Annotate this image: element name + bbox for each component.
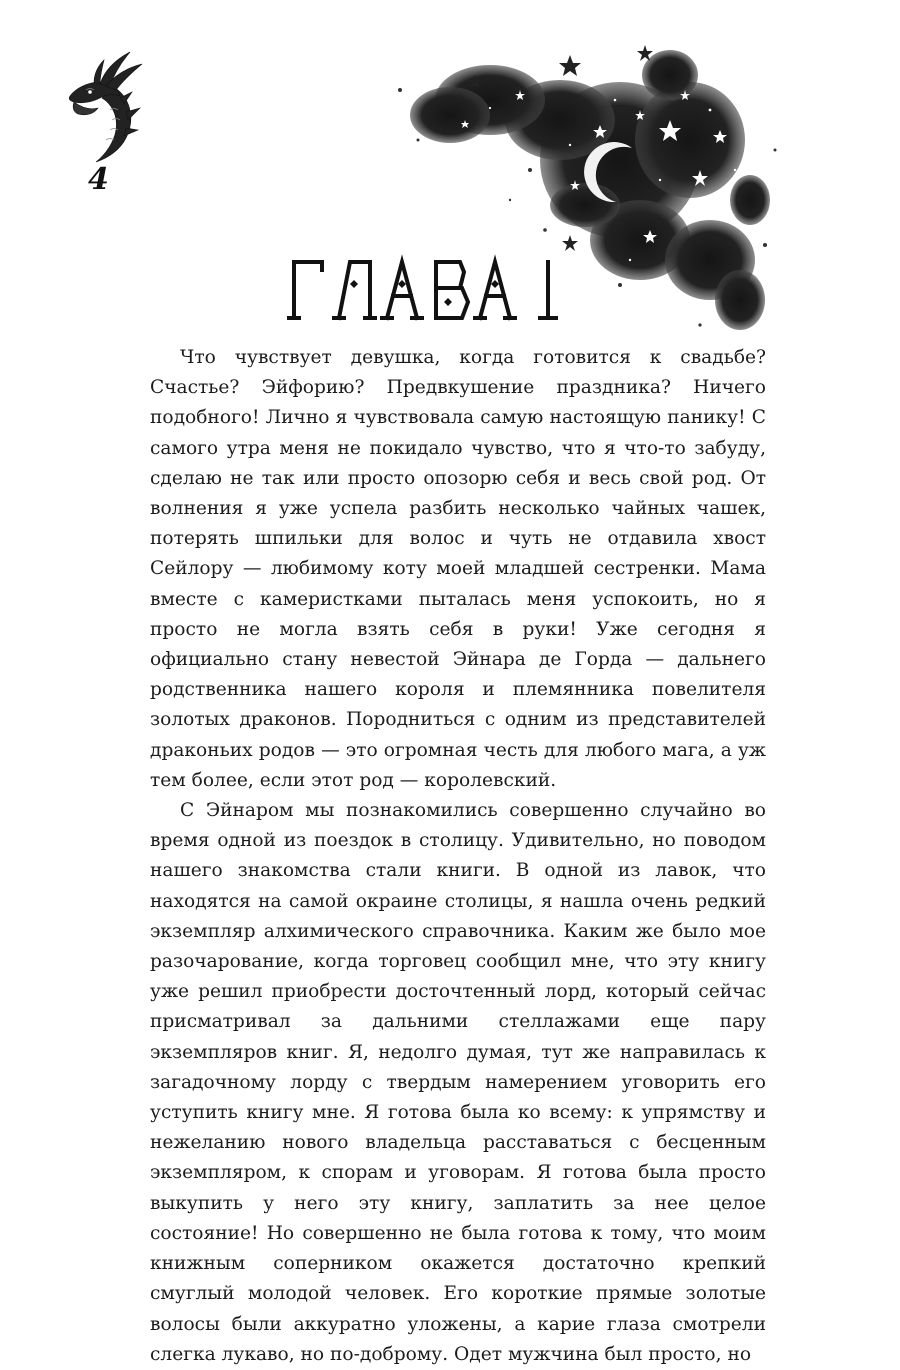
page-number: 4 [88, 162, 109, 197]
paragraph: С Эйнаром мы познакомились совершенно случайно во время одной из поездок в столицу. Удивительно, но поводом нашего знакомства стали книги. В одной из лавок, что находятся на самой окраине столицы, я нашла очень редкий экземпляр алхимического справочника. Каким же было мое разочарование, когда торговец сообщил мне, что эту книгу уже решил приобрести досточтенный лорд, который сейчас присматривал за дальними стеллажами еще пару экземпляров книг. Я, недолго думая, тут же направилась к загадочному лорду с твердым намерением уговорить его уступить книгу мне. Я готова была ко всему: к упрямству и нежеланию нового владельца расставаться с бесценным экземпляром, к спорам и уговорам. Я готова была просто выкупить у него эту книгу, заплатить за нее целое состояние! Но совершенно не была готова к тому, что моим книжным соперником окажется достаточно крепкий смуглый молодой человек. Его короткие прямые золотые волосы были аккуратно уложены, а карие глаза смотрели слегка лукаво, но по-доброму. Одет мужчина был просто, но [150, 800, 766, 1365]
paragraph: Что чувствует девушка, когда готовится к свадьбе? Счастье? Эйфорию? Предвкушение праздника? Ничего подобного! Лично я чувствовала самую настоящую панику! С самого утра меня не покидало чувство, что я что-то забуду, сделаю не так или просто опозорю себя и весь свой род. От волнения я уже успела разбить несколько чайных чашек, потерять шпильки для волос и чуть не отдавила хвост Сейлору — любимому коту моей младшей сестренки. Мама вместе с камеристками пыталась меня успокоить, но я просто не могла взять себя в руки! Уже сегодня я официально стану невестой Эйнара де Горда — дальнего родственника нашего короля и племянника повелителя золотых драконов. Породниться с одним из представителей драконьих родов — это огромная честь для любого мага, а уж тем более, если этот род — королевский. [150, 347, 766, 791]
body-text [150, 343, 766, 1370]
chapter-title-lettering [284, 250, 584, 330]
chapter-title [284, 250, 584, 330]
dragon-head-icon [60, 38, 150, 168]
